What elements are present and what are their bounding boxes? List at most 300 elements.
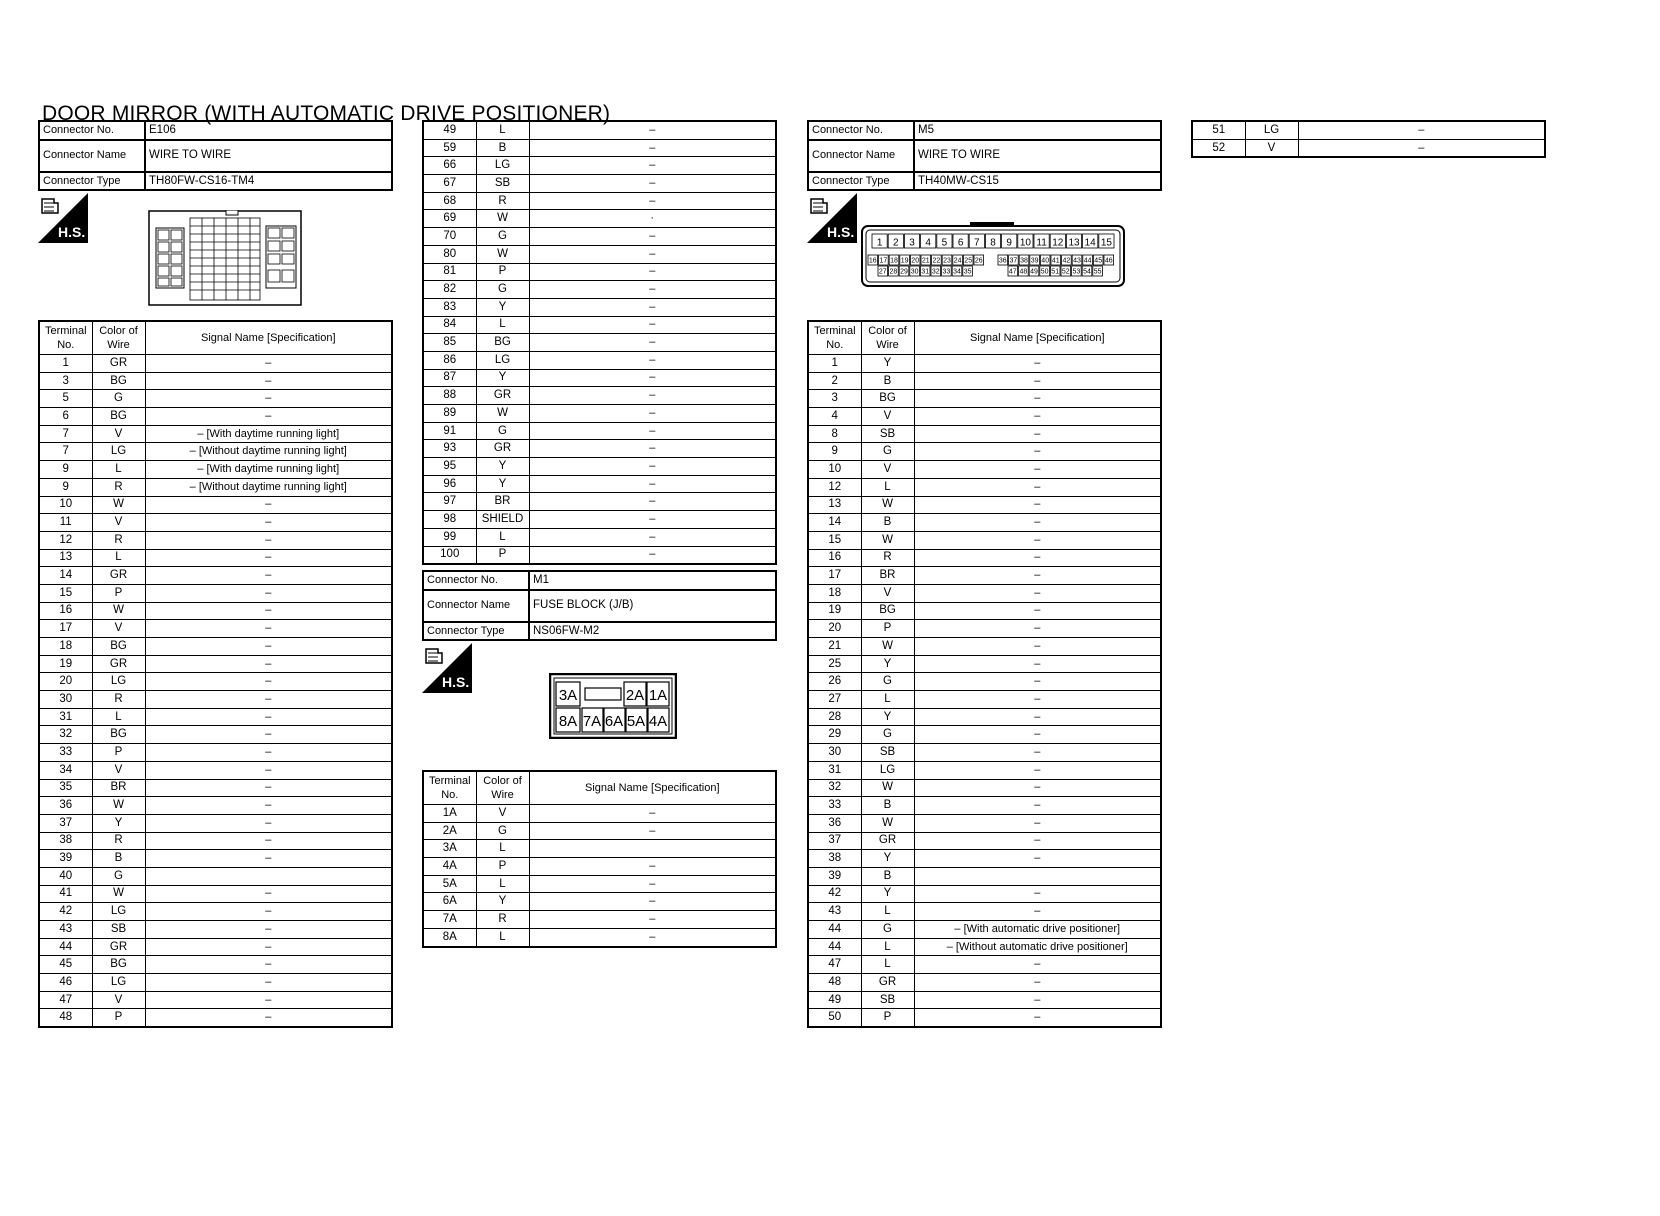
wire-color: B — [861, 867, 914, 885]
table-row — [808, 620, 1161, 638]
signal-name: – — [145, 355, 392, 373]
signal-name — [529, 840, 776, 858]
table-row — [39, 443, 392, 461]
wire-color: BG — [476, 334, 529, 352]
m1-cavity-2a: 2A — [625, 687, 645, 704]
m5-pin-label: 39 — [1030, 257, 1039, 265]
terminal-no: 10 — [39, 496, 92, 514]
table-row — [423, 875, 776, 893]
wire-color: Y — [861, 655, 914, 673]
terminal-no-header: Terminal No. — [808, 321, 861, 355]
color-of-wire-header: Color of Wire — [92, 321, 145, 355]
wire-color: LG — [92, 673, 145, 691]
signal-name: – [With daytime running light] — [145, 425, 392, 443]
table-row — [808, 372, 1161, 390]
table-row — [808, 602, 1161, 620]
wire-color: V — [861, 461, 914, 479]
table-row — [39, 673, 392, 691]
m1-cavity-4a: 4A — [648, 713, 668, 730]
signal-name: – — [529, 263, 776, 281]
m5-pin-label: 50 — [1040, 268, 1049, 276]
table-row — [39, 850, 392, 868]
signal-name: – — [914, 514, 1161, 532]
wire-color: LG — [1245, 121, 1298, 139]
signal-name: – — [914, 638, 1161, 656]
wire-color: SB — [92, 921, 145, 939]
signal-name: – — [529, 316, 776, 334]
table-row — [808, 726, 1161, 744]
m5-pin-label: 45 — [1094, 257, 1103, 265]
signal-name: – — [914, 1009, 1161, 1027]
terminal-no: 28 — [808, 708, 861, 726]
m5-pin-label: 27 — [878, 268, 887, 276]
signal-name: – — [145, 567, 392, 585]
terminal-no: 36 — [808, 814, 861, 832]
terminal-no: 39 — [808, 867, 861, 885]
terminal-no: 13 — [808, 496, 861, 514]
table-row — [808, 478, 1161, 496]
m1-cavity-8a: 8A — [558, 713, 578, 730]
signal-name: – — [145, 602, 392, 620]
signal-name-header: Signal Name [Specification] — [914, 321, 1161, 355]
signal-name: – — [914, 408, 1161, 426]
wire-color: V — [92, 620, 145, 638]
m1-connector-face-diagram — [549, 673, 677, 744]
table-row — [39, 584, 392, 602]
signal-name: – — [1298, 121, 1545, 139]
wire-color: Y — [861, 885, 914, 903]
terminal-no: 85 — [423, 334, 476, 352]
signal-name: – — [914, 726, 1161, 744]
wire-color: W — [476, 405, 529, 423]
table-row — [423, 245, 776, 263]
wire-color: L — [92, 708, 145, 726]
terminal-no: 100 — [423, 546, 476, 564]
table-row — [423, 911, 776, 929]
m5-pin-label: 29 — [900, 268, 908, 276]
table-row — [39, 496, 392, 514]
terminal-no: 47 — [808, 956, 861, 974]
signal-name: – — [529, 893, 776, 911]
terminal-no: 30 — [808, 744, 861, 762]
m5-pin-label: 53 — [1072, 268, 1081, 276]
signal-name: – — [529, 157, 776, 175]
m5-pin-label: 42 — [1062, 257, 1071, 265]
signal-name: – — [145, 921, 392, 939]
e106-connector-name: WIRE TO WIRE — [145, 140, 392, 172]
wire-color: W — [92, 797, 145, 815]
table-row — [808, 938, 1161, 956]
table-row — [39, 974, 392, 992]
terminal-no: 16 — [808, 549, 861, 567]
signal-name: – — [914, 620, 1161, 638]
table-row — [808, 638, 1161, 656]
signal-name: – [Without daytime running light] — [145, 478, 392, 496]
m5-pin-label: 5 — [941, 237, 948, 249]
signal-name: – — [529, 175, 776, 193]
signal-name: – — [145, 655, 392, 673]
wire-color: P — [92, 744, 145, 762]
wire-color: W — [861, 779, 914, 797]
m5-pin-label: 43 — [1073, 257, 1081, 265]
wire-color: GR — [92, 567, 145, 585]
wire-color: Y — [476, 369, 529, 387]
signal-name: – — [145, 390, 392, 408]
wire-color: SB — [861, 744, 914, 762]
table-row — [808, 355, 1161, 373]
wire-color: GR — [92, 655, 145, 673]
signal-name: – — [914, 850, 1161, 868]
table-row — [39, 921, 392, 939]
m5-pin-label: 46 — [1104, 257, 1113, 265]
terminal-no: 43 — [808, 903, 861, 921]
table-row — [808, 461, 1161, 479]
m5-terminal-table-continued — [1191, 120, 1546, 158]
wire-color: SHIELD — [476, 511, 529, 529]
signal-name: – — [529, 351, 776, 369]
signal-name: – — [529, 387, 776, 405]
signal-name: – — [529, 334, 776, 352]
wire-color: L — [476, 928, 529, 946]
table-row — [423, 228, 776, 246]
terminal-no: 2 — [808, 372, 861, 390]
table-row — [1192, 121, 1545, 139]
wire-color: Y — [92, 814, 145, 832]
signal-name: – — [914, 673, 1161, 691]
m5-pin-label: 4 — [925, 237, 931, 249]
m5-pin-label: 8 — [990, 237, 996, 249]
terminal-no: 20 — [39, 673, 92, 691]
label-connector-name: Connector Name — [39, 140, 145, 172]
label-connector-no: Connector No. — [39, 121, 145, 140]
wire-color: P — [476, 263, 529, 281]
table-row — [423, 546, 776, 564]
table-row — [423, 175, 776, 193]
table-row — [808, 673, 1161, 691]
wire-color: G — [476, 228, 529, 246]
table-row — [39, 408, 392, 426]
wire-color: L — [476, 316, 529, 334]
table-row — [39, 885, 392, 903]
signal-name: – — [529, 928, 776, 946]
table-row — [39, 956, 392, 974]
signal-name: – [Without automatic drive positioner] — [914, 938, 1161, 956]
color-of-wire-header: Color of Wire — [476, 771, 529, 805]
terminal-no: 37 — [808, 832, 861, 850]
signal-name: – — [914, 496, 1161, 514]
terminal-no: 66 — [423, 157, 476, 175]
terminal-no: 9 — [39, 478, 92, 496]
wire-color: BG — [92, 408, 145, 426]
m1-connector-name: FUSE BLOCK (J/B) — [529, 590, 776, 622]
m5-terminal-table — [807, 320, 1162, 1028]
terminal-no: 47 — [39, 991, 92, 1009]
terminal-no: 6A — [423, 893, 476, 911]
wire-color: GR — [476, 387, 529, 405]
terminal-no: 98 — [423, 511, 476, 529]
terminal-no: 68 — [423, 192, 476, 210]
table-row — [39, 726, 392, 744]
signal-name: – — [145, 850, 392, 868]
table-row — [423, 928, 776, 946]
signal-name: – — [529, 475, 776, 493]
terminal-no: 7A — [423, 911, 476, 929]
terminal-no: 12 — [39, 531, 92, 549]
hs-label: H.S. — [58, 224, 86, 240]
table-row — [423, 840, 776, 858]
table-row — [423, 316, 776, 334]
wire-color: GR — [861, 832, 914, 850]
signal-name: – — [529, 858, 776, 876]
terminal-no: 14 — [808, 514, 861, 532]
wire-color: BG — [92, 372, 145, 390]
terminal-no: 19 — [808, 602, 861, 620]
wire-color: G — [476, 422, 529, 440]
m5-pin-label: 32 — [931, 268, 940, 276]
m1-cavity-3a: 3A — [558, 687, 578, 704]
terminal-no: 5A — [423, 875, 476, 893]
m5-pin-label: 6 — [957, 237, 964, 249]
signal-name: – — [145, 531, 392, 549]
terminal-no: 48 — [808, 974, 861, 992]
table-row — [808, 814, 1161, 832]
wire-color: W — [861, 531, 914, 549]
m5-pin-label: 47 — [1008, 268, 1017, 276]
m1-connector-type: NS06FW-M2 — [529, 622, 776, 641]
signal-name: – — [914, 355, 1161, 373]
signal-name: – — [145, 514, 392, 532]
wire-color: SB — [476, 175, 529, 193]
terminal-no: 69 — [423, 210, 476, 228]
terminal-no: 89 — [423, 405, 476, 423]
wire-color: GR — [861, 974, 914, 992]
signal-name: – — [145, 885, 392, 903]
m5-pin-label: 12 — [1052, 237, 1064, 249]
wire-color: Y — [476, 475, 529, 493]
terminal-no: 29 — [808, 726, 861, 744]
terminal-no: 50 — [808, 1009, 861, 1027]
table-row — [423, 822, 776, 840]
terminal-no: 83 — [423, 298, 476, 316]
table-row — [39, 355, 392, 373]
wire-color: G — [92, 867, 145, 885]
terminal-no: 11 — [39, 514, 92, 532]
terminal-no: 7 — [39, 425, 92, 443]
wire-color: L — [861, 903, 914, 921]
terminal-no: 44 — [39, 938, 92, 956]
wire-color: W — [861, 814, 914, 832]
wire-color: Y — [861, 708, 914, 726]
wire-color: Y — [476, 893, 529, 911]
signal-name: – — [145, 974, 392, 992]
table-row — [39, 514, 392, 532]
terminal-no: 3 — [39, 372, 92, 390]
table-row — [808, 531, 1161, 549]
m5-connector-face-diagram — [860, 220, 1126, 297]
table-row — [39, 867, 392, 885]
m5-pin-label: 10 — [1019, 237, 1031, 249]
m5-pin-label: 11 — [1036, 237, 1047, 249]
terminal-no: 27 — [808, 691, 861, 709]
table-row — [423, 281, 776, 299]
wire-color: LG — [476, 351, 529, 369]
signal-name: – — [529, 528, 776, 546]
terminal-no: 95 — [423, 458, 476, 476]
signal-name: – — [529, 369, 776, 387]
e106-connector-no: E106 — [145, 121, 392, 140]
terminal-no: 7 — [39, 443, 92, 461]
table-row — [808, 885, 1161, 903]
signal-name: – — [145, 938, 392, 956]
wire-color: L — [92, 549, 145, 567]
table-row — [808, 496, 1161, 514]
wire-color: L — [92, 461, 145, 479]
e106-connector-face-diagram — [148, 210, 302, 311]
signal-name: – — [145, 779, 392, 797]
table-row — [808, 708, 1161, 726]
signal-name: – — [145, 761, 392, 779]
wire-color: W — [92, 496, 145, 514]
table-row — [808, 991, 1161, 1009]
table-row — [39, 372, 392, 390]
terminal-no: 31 — [808, 761, 861, 779]
m5-pin-label: 16 — [868, 257, 877, 265]
terminal-no: 48 — [39, 1009, 92, 1027]
signal-name — [914, 867, 1161, 885]
terminal-no: 36 — [39, 797, 92, 815]
table-row — [808, 761, 1161, 779]
signal-name: – — [914, 531, 1161, 549]
hs-harness-side-icon — [422, 643, 472, 693]
m5-pin-label: 26 — [974, 257, 983, 265]
wire-color: W — [476, 210, 529, 228]
signal-name: – — [145, 708, 392, 726]
wire-color: LG — [861, 761, 914, 779]
terminal-no: 43 — [39, 921, 92, 939]
table-row — [808, 514, 1161, 532]
terminal-no: 39 — [39, 850, 92, 868]
wire-color: SB — [861, 425, 914, 443]
table-row — [39, 708, 392, 726]
terminal-no: 96 — [423, 475, 476, 493]
table-row — [423, 369, 776, 387]
m1-cavity-1a: 1A — [648, 687, 668, 704]
terminal-no: 3A — [423, 840, 476, 858]
signal-name: – — [914, 691, 1161, 709]
wire-color: L — [861, 478, 914, 496]
signal-name: – — [1298, 139, 1545, 157]
table-row — [423, 263, 776, 281]
table-row — [423, 493, 776, 511]
label-connector-name: Connector Name — [423, 590, 529, 622]
wire-color: BG — [861, 602, 914, 620]
wire-color: R — [476, 192, 529, 210]
signal-name: – — [145, 691, 392, 709]
wire-color: P — [861, 1009, 914, 1027]
terminal-no-header: Terminal No. — [423, 771, 476, 805]
table-row — [39, 549, 392, 567]
terminal-no: 19 — [39, 655, 92, 673]
wire-color: BG — [861, 390, 914, 408]
terminal-no: 20 — [808, 620, 861, 638]
terminal-no: 82 — [423, 281, 476, 299]
m5-pin-label: 28 — [889, 268, 898, 276]
m5-pin-label: 13 — [1068, 237, 1080, 249]
table-row — [808, 903, 1161, 921]
signal-name: – — [145, 408, 392, 426]
table-row — [1192, 139, 1545, 157]
m5-pin-label: 20 — [911, 257, 920, 265]
table-row — [423, 458, 776, 476]
m5-pin-label: 52 — [1061, 268, 1070, 276]
wire-color: V — [92, 425, 145, 443]
table-row — [39, 567, 392, 585]
table-row — [423, 805, 776, 823]
m5-pin-label: 51 — [1051, 268, 1060, 276]
m5-pin-label: 19 — [900, 257, 909, 265]
wire-color: B — [861, 372, 914, 390]
terminal-no: 4 — [808, 408, 861, 426]
m5-pin-label: 55 — [1093, 268, 1102, 276]
e106-terminal-table-continued — [422, 120, 777, 565]
wire-color: V — [92, 761, 145, 779]
wire-color: BR — [476, 493, 529, 511]
table-row — [808, 390, 1161, 408]
wire-color: L — [476, 528, 529, 546]
terminal-no: 42 — [808, 885, 861, 903]
terminal-no: 97 — [423, 493, 476, 511]
m5-header — [807, 120, 1162, 191]
signal-name: – — [914, 974, 1161, 992]
terminal-no: 38 — [808, 850, 861, 868]
terminal-no: 32 — [39, 726, 92, 744]
table-row — [39, 938, 392, 956]
wire-color: V — [476, 805, 529, 823]
terminal-no: 8 — [808, 425, 861, 443]
m1-cavity-6a: 6A — [604, 713, 624, 730]
m5-pin-label: 1 — [876, 237, 883, 249]
signal-name: – — [914, 655, 1161, 673]
table-row — [423, 192, 776, 210]
m5-pin-label: 31 — [921, 268, 930, 276]
table-row — [39, 602, 392, 620]
table-row — [423, 858, 776, 876]
signal-name: – [With automatic drive positioner] — [914, 921, 1161, 939]
table-row — [808, 549, 1161, 567]
terminal-no: 86 — [423, 351, 476, 369]
terminal-no: 2A — [423, 822, 476, 840]
table-row — [39, 691, 392, 709]
wire-color: BG — [92, 726, 145, 744]
wire-color: G — [476, 281, 529, 299]
wire-color: GR — [476, 440, 529, 458]
terminal-no: 3 — [808, 390, 861, 408]
label-connector-type: Connector Type — [423, 622, 529, 641]
hs-harness-side-icon — [807, 193, 857, 243]
m5-connector-type: TH40MW-CS15 — [914, 172, 1161, 191]
wire-color: V — [861, 584, 914, 602]
e106-header — [38, 120, 393, 191]
signal-name: – — [145, 991, 392, 1009]
signal-name-header: Signal Name [Specification] — [145, 321, 392, 355]
terminal-no: 10 — [808, 461, 861, 479]
terminal-no: 33 — [808, 797, 861, 815]
m5-pin-label: 2 — [893, 237, 899, 249]
m5-pin-label: 24 — [953, 257, 962, 265]
terminal-no: 99 — [423, 528, 476, 546]
wire-color: SB — [861, 991, 914, 1009]
signal-name: – — [914, 814, 1161, 832]
